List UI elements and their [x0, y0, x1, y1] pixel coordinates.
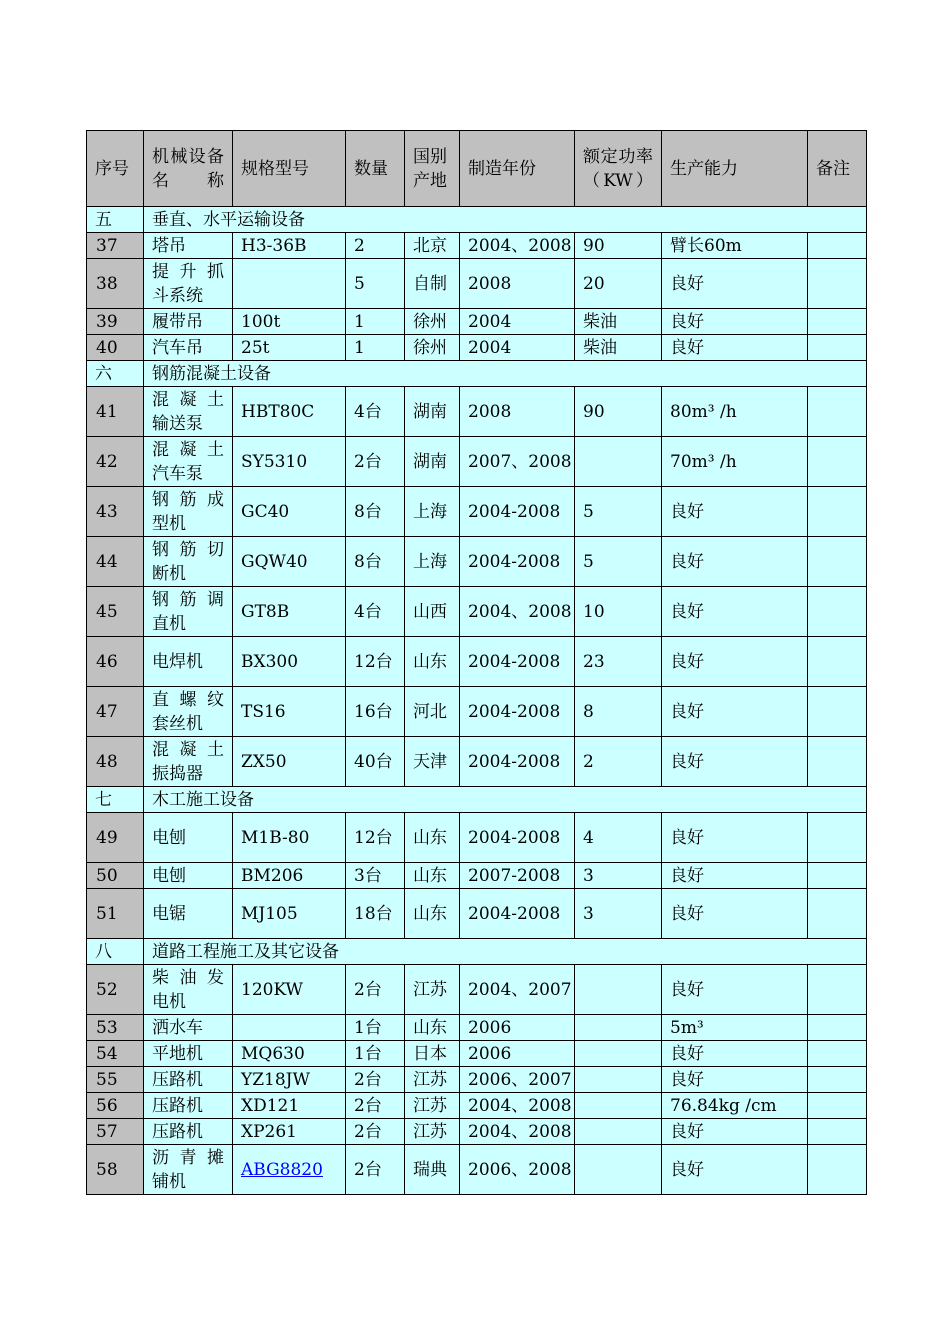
model-spec: BM206 — [233, 863, 346, 889]
remarks — [808, 537, 867, 587]
manufacture-year: 2006 — [460, 1041, 575, 1067]
remarks — [808, 387, 867, 437]
origin: 江苏 — [405, 1119, 460, 1145]
quantity: 16台 — [346, 687, 405, 737]
capacity: 良好 — [662, 1145, 808, 1195]
equipment-name — [144, 687, 233, 737]
table-row — [87, 889, 867, 939]
rated-power: 8 — [575, 687, 662, 737]
rated-power: 5 — [575, 537, 662, 587]
row-number: 50 — [87, 863, 144, 889]
remarks — [808, 889, 867, 939]
capacity: 良好 — [662, 259, 808, 309]
rated-power — [575, 1015, 662, 1041]
header-cell: 备注 — [808, 131, 867, 207]
equipment-name-line1: 混凝土 — [152, 439, 224, 460]
rated-power — [575, 437, 662, 487]
equipment-name: 履带吊 — [144, 309, 233, 335]
table-row — [87, 1119, 867, 1145]
manufacture-year: 2004 — [460, 335, 575, 361]
manufacture-year: 2004-2008 — [460, 537, 575, 587]
row-number: 41 — [87, 387, 144, 437]
quantity: 3台 — [346, 863, 405, 889]
model-spec: XP261 — [233, 1119, 346, 1145]
table-row — [87, 863, 867, 889]
rated-power — [575, 965, 662, 1015]
equipment-name — [144, 537, 233, 587]
origin: 北京 — [405, 233, 460, 259]
remarks — [808, 1067, 867, 1093]
equipment-table — [86, 130, 867, 1195]
header-label: 额定功率（KW） — [583, 146, 653, 191]
header-cell: 国别产地 — [405, 131, 460, 207]
equipment-name-line1: 混凝土 — [152, 739, 224, 760]
origin: 山东 — [405, 863, 460, 889]
quantity: 1 — [346, 335, 405, 361]
equipment-name — [144, 259, 233, 309]
model-spec: TS16 — [233, 687, 346, 737]
quantity: 12台 — [346, 637, 405, 687]
row-number: 53 — [87, 1015, 144, 1041]
header-cell — [575, 131, 662, 207]
equipment-name — [144, 965, 233, 1015]
rated-power — [575, 1041, 662, 1067]
model-spec: SY5310 — [233, 437, 346, 487]
section-row — [87, 787, 867, 813]
rated-power: 3 — [575, 889, 662, 939]
manufacture-year: 2004 — [460, 309, 575, 335]
model-spec: MQ630 — [233, 1041, 346, 1067]
row-number: 39 — [87, 309, 144, 335]
remarks — [808, 687, 867, 737]
manufacture-year: 2004-2008 — [460, 687, 575, 737]
row-number: 45 — [87, 587, 144, 637]
quantity: 5 — [346, 259, 405, 309]
equipment-name — [144, 387, 233, 437]
equipment-name-line2: 型机 — [152, 513, 186, 534]
origin: 山东 — [405, 1015, 460, 1041]
table-row — [87, 737, 867, 787]
row-number: 46 — [87, 637, 144, 687]
remarks — [808, 737, 867, 787]
rated-power: 4 — [575, 813, 662, 863]
equipment-name-line1: 钢筋调 — [152, 589, 224, 610]
section-row — [87, 361, 867, 387]
origin: 江苏 — [405, 965, 460, 1015]
model-spec: BX300 — [233, 637, 346, 687]
section-title: 木工施工设备 — [144, 787, 867, 813]
manufacture-year: 2007、2008 — [460, 437, 575, 487]
header-cell: 数量 — [346, 131, 405, 207]
equipment-name: 电锯 — [144, 889, 233, 939]
manufacture-year: 2004-2008 — [460, 737, 575, 787]
model-spec: 120KW — [233, 965, 346, 1015]
capacity: 良好 — [662, 1119, 808, 1145]
origin: 日本 — [405, 1041, 460, 1067]
equipment-name-line1: 钢筋切 — [152, 539, 224, 560]
origin: 瑞典 — [405, 1145, 460, 1195]
quantity: 2台 — [346, 1093, 405, 1119]
header-cell: 规格型号 — [233, 131, 346, 207]
manufacture-year: 2008 — [460, 387, 575, 437]
quantity: 1 — [346, 309, 405, 335]
capacity: 80m³ /h — [662, 387, 808, 437]
remarks — [808, 863, 867, 889]
origin: 江苏 — [405, 1093, 460, 1119]
table-row — [87, 387, 867, 437]
rated-power: 90 — [575, 233, 662, 259]
row-number: 47 — [87, 687, 144, 737]
capacity: 良好 — [662, 335, 808, 361]
model-spec: YZ18JW — [233, 1067, 346, 1093]
remarks — [808, 637, 867, 687]
header-cell: 生产能力 — [662, 131, 808, 207]
capacity: 臂长60m — [662, 233, 808, 259]
table-row — [87, 259, 867, 309]
origin: 自制 — [405, 259, 460, 309]
origin: 上海 — [405, 487, 460, 537]
rated-power: 20 — [575, 259, 662, 309]
capacity: 5m³ — [662, 1015, 808, 1041]
model-spec: MJ105 — [233, 889, 346, 939]
header-cell: 制造年份 — [460, 131, 575, 207]
capacity: 良好 — [662, 1067, 808, 1093]
equipment-name-line2: 汽车泵 — [152, 463, 203, 484]
equipment-name: 汽车吊 — [144, 335, 233, 361]
equipment-name: 压路机 — [144, 1093, 233, 1119]
model-link[interactable]: ABG8820 — [241, 1159, 323, 1180]
table-row — [87, 1145, 867, 1195]
section-title: 钢筋混凝土设备 — [144, 361, 867, 387]
model-spec: GQW40 — [233, 537, 346, 587]
origin: 河北 — [405, 687, 460, 737]
equipment-name-line2: 直机 — [152, 613, 186, 634]
model-spec: 25t — [233, 335, 346, 361]
table-row — [87, 587, 867, 637]
manufacture-year: 2006、2007 — [460, 1067, 575, 1093]
equipment-name: 电刨 — [144, 863, 233, 889]
remarks — [808, 233, 867, 259]
section-number: 五 — [87, 207, 144, 233]
table-row — [87, 965, 867, 1015]
rated-power: 2 — [575, 737, 662, 787]
row-number: 49 — [87, 813, 144, 863]
section-row — [87, 939, 867, 965]
origin: 江苏 — [405, 1067, 460, 1093]
quantity: 1台 — [346, 1015, 405, 1041]
remarks — [808, 1093, 867, 1119]
origin: 山东 — [405, 637, 460, 687]
row-number: 51 — [87, 889, 144, 939]
row-number: 48 — [87, 737, 144, 787]
remarks — [808, 587, 867, 637]
capacity: 良好 — [662, 487, 808, 537]
equipment-name-line1: 混凝土 — [152, 389, 224, 410]
rated-power: 90 — [575, 387, 662, 437]
model-spec: ZX50 — [233, 737, 346, 787]
manufacture-year: 2006 — [460, 1015, 575, 1041]
remarks — [808, 813, 867, 863]
equipment-name: 电焊机 — [144, 637, 233, 687]
equipment-name-line2: 振捣器 — [152, 763, 203, 784]
row-number: 57 — [87, 1119, 144, 1145]
capacity: 良好 — [662, 587, 808, 637]
header-cell: 序号 — [87, 131, 144, 207]
table-row — [87, 437, 867, 487]
table-row — [87, 233, 867, 259]
rated-power — [575, 1093, 662, 1119]
equipment-name — [144, 587, 233, 637]
row-number: 40 — [87, 335, 144, 361]
remarks — [808, 1145, 867, 1195]
section-title: 垂直、水平运输设备 — [144, 207, 867, 233]
remarks — [808, 487, 867, 537]
manufacture-year: 2007-2008 — [460, 863, 575, 889]
manufacture-year: 2008 — [460, 259, 575, 309]
equipment-name-line1: 柴油发 — [152, 967, 224, 988]
rated-power — [575, 1067, 662, 1093]
model-spec: HBT80C — [233, 387, 346, 437]
origin: 上海 — [405, 537, 460, 587]
header-label: 机械设备名称 — [152, 146, 224, 191]
row-number: 54 — [87, 1041, 144, 1067]
model-spec — [233, 1145, 346, 1195]
equipment-name-line2: 斗系统 — [152, 285, 203, 306]
quantity: 18台 — [346, 889, 405, 939]
model-spec — [233, 1015, 346, 1041]
capacity: 良好 — [662, 537, 808, 587]
equipment-name: 压路机 — [144, 1067, 233, 1093]
model-spec: 100t — [233, 309, 346, 335]
remarks — [808, 1015, 867, 1041]
quantity: 12台 — [346, 813, 405, 863]
quantity: 2台 — [346, 1119, 405, 1145]
row-number: 58 — [87, 1145, 144, 1195]
rated-power — [575, 1119, 662, 1145]
equipment-name-line1: 提升抓 — [152, 261, 224, 282]
quantity: 4台 — [346, 587, 405, 637]
manufacture-year: 2004-2008 — [460, 813, 575, 863]
table-row — [87, 537, 867, 587]
capacity: 良好 — [662, 737, 808, 787]
table-row — [87, 1015, 867, 1041]
model-spec — [233, 259, 346, 309]
rated-power: 柴油 — [575, 335, 662, 361]
row-number: 52 — [87, 965, 144, 1015]
rated-power: 3 — [575, 863, 662, 889]
remarks — [808, 437, 867, 487]
capacity: 70m³ /h — [662, 437, 808, 487]
table-row — [87, 637, 867, 687]
table-row — [87, 1067, 867, 1093]
remarks — [808, 335, 867, 361]
equipment-name: 电刨 — [144, 813, 233, 863]
equipment-name-line2: 电机 — [152, 991, 186, 1012]
rated-power: 柴油 — [575, 309, 662, 335]
equipment-name — [144, 737, 233, 787]
origin: 山东 — [405, 813, 460, 863]
quantity: 8台 — [346, 537, 405, 587]
origin: 徐州 — [405, 309, 460, 335]
manufacture-year: 2004、2008 — [460, 1119, 575, 1145]
quantity: 1台 — [346, 1041, 405, 1067]
table-row — [87, 1093, 867, 1119]
manufacture-year: 2004、2007 — [460, 965, 575, 1015]
table-row — [87, 335, 867, 361]
manufacture-year: 2004-2008 — [460, 487, 575, 537]
quantity: 40台 — [346, 737, 405, 787]
equipment-name: 平地机 — [144, 1041, 233, 1067]
origin: 山西 — [405, 587, 460, 637]
quantity: 8台 — [346, 487, 405, 537]
equipment-name — [144, 1145, 233, 1195]
model-spec: XD121 — [233, 1093, 346, 1119]
section-row — [87, 207, 867, 233]
row-number: 42 — [87, 437, 144, 487]
quantity: 2台 — [346, 1145, 405, 1195]
model-spec: M1B-80 — [233, 813, 346, 863]
section-number: 六 — [87, 361, 144, 387]
row-number: 55 — [87, 1067, 144, 1093]
remarks — [808, 1041, 867, 1067]
quantity: 2台 — [346, 1067, 405, 1093]
capacity: 良好 — [662, 889, 808, 939]
row-number: 43 — [87, 487, 144, 537]
table-row — [87, 687, 867, 737]
origin: 天津 — [405, 737, 460, 787]
capacity: 良好 — [662, 687, 808, 737]
equipment-name-line2: 输送泵 — [152, 413, 203, 434]
row-number: 37 — [87, 233, 144, 259]
capacity: 良好 — [662, 965, 808, 1015]
capacity: 良好 — [662, 813, 808, 863]
quantity: 2台 — [346, 437, 405, 487]
table-row — [87, 1041, 867, 1067]
equipment-name-line2: 铺机 — [152, 1171, 186, 1192]
equipment-name-line2: 套丝机 — [152, 713, 203, 734]
remarks — [808, 259, 867, 309]
equipment-name — [144, 487, 233, 537]
section-number: 八 — [87, 939, 144, 965]
manufacture-year: 2004、2008 — [460, 1093, 575, 1119]
manufacture-year: 2004-2008 — [460, 889, 575, 939]
equipment-name-line1: 直螺纹 — [152, 689, 224, 710]
header-row — [87, 131, 867, 207]
table-row — [87, 813, 867, 863]
capacity: 良好 — [662, 1041, 808, 1067]
manufacture-year: 2004、2008 — [460, 587, 575, 637]
manufacture-year: 2004、2008 — [460, 233, 575, 259]
model-spec: GT8B — [233, 587, 346, 637]
capacity: 良好 — [662, 637, 808, 687]
equipment-name-line2: 断机 — [152, 563, 186, 584]
equipment-name-line1: 钢筋成 — [152, 489, 224, 510]
rated-power: 23 — [575, 637, 662, 687]
manufacture-year: 2006、2008 — [460, 1145, 575, 1195]
capacity: 良好 — [662, 309, 808, 335]
section-number: 七 — [87, 787, 144, 813]
model-spec: H3-36B — [233, 233, 346, 259]
table-row — [87, 309, 867, 335]
origin: 湖南 — [405, 437, 460, 487]
capacity: 良好 — [662, 863, 808, 889]
rated-power — [575, 1145, 662, 1195]
rated-power: 10 — [575, 587, 662, 637]
quantity: 2台 — [346, 965, 405, 1015]
manufacture-year: 2004-2008 — [460, 637, 575, 687]
capacity: 76.84kg /cm — [662, 1093, 808, 1119]
origin: 山东 — [405, 889, 460, 939]
model-spec: GC40 — [233, 487, 346, 537]
section-title: 道路工程施工及其它设备 — [144, 939, 867, 965]
origin: 徐州 — [405, 335, 460, 361]
rated-power: 5 — [575, 487, 662, 537]
equipment-name: 塔吊 — [144, 233, 233, 259]
equipment-name-line1: 沥青摊 — [152, 1147, 224, 1168]
remarks — [808, 965, 867, 1015]
header-cell — [144, 131, 233, 207]
row-number: 38 — [87, 259, 144, 309]
quantity: 2 — [346, 233, 405, 259]
row-number: 44 — [87, 537, 144, 587]
row-number: 56 — [87, 1093, 144, 1119]
equipment-name: 压路机 — [144, 1119, 233, 1145]
table-row — [87, 487, 867, 537]
remarks — [808, 1119, 867, 1145]
origin: 湖南 — [405, 387, 460, 437]
equipment-name: 洒水车 — [144, 1015, 233, 1041]
equipment-name — [144, 437, 233, 487]
remarks — [808, 309, 867, 335]
quantity: 4台 — [346, 387, 405, 437]
